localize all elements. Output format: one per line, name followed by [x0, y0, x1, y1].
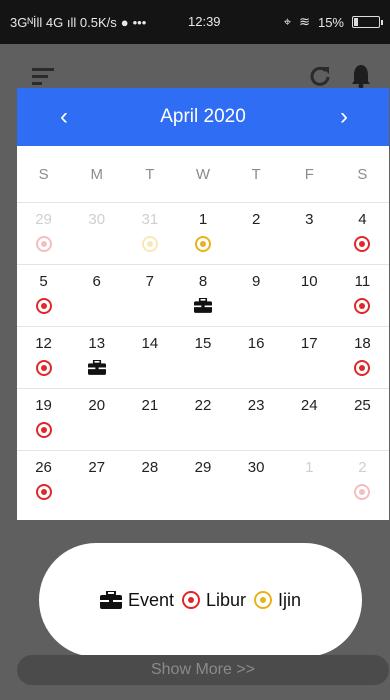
prev-month-button[interactable]: ‹	[60, 103, 68, 130]
day-marker	[70, 360, 123, 375]
day-marker	[17, 298, 70, 314]
weekday-label: T	[145, 165, 155, 183]
day-marker	[336, 484, 389, 500]
chat-icon: ●	[120, 14, 129, 30]
calendar-day[interactable]	[176, 265, 229, 326]
calendar-day[interactable]	[17, 327, 70, 388]
calendar-header	[17, 88, 389, 146]
calendar-day[interactable]	[123, 203, 176, 264]
legend-libur	[182, 590, 246, 611]
day-number: 30	[247, 459, 265, 476]
calendar-day[interactable]	[176, 327, 229, 388]
day-number: 27	[88, 459, 106, 476]
day-marker	[17, 422, 70, 438]
battery-icon	[352, 16, 380, 28]
calendar-day[interactable]	[123, 451, 176, 512]
day-number: 23	[247, 397, 265, 414]
day-number: 22	[194, 397, 212, 414]
day-marker	[176, 236, 229, 252]
wifi-icon: ≋	[299, 14, 310, 29]
day-number: 25	[354, 397, 371, 414]
calendar-day[interactable]	[230, 451, 283, 512]
target-red-icon	[182, 591, 200, 609]
target-red-icon	[354, 236, 370, 252]
calendar-day[interactable]	[230, 327, 283, 388]
legend-ijin-label: Ijin	[278, 589, 302, 610]
day-number: 19	[35, 397, 52, 414]
calendar-day[interactable]	[283, 389, 336, 450]
weekday-label: F	[304, 165, 314, 183]
target-red-icon	[354, 298, 370, 314]
calendar-day[interactable]	[123, 327, 176, 388]
calendar-day[interactable]	[336, 327, 389, 388]
day-number: 26	[35, 459, 52, 476]
day-marker	[17, 236, 70, 252]
target-red-icon	[36, 298, 52, 314]
day-number: 2	[251, 211, 261, 228]
weekday-label: M	[90, 165, 103, 183]
legend-libur-label: Libur	[205, 589, 247, 610]
day-number: 16	[247, 335, 265, 352]
calendar-day[interactable]	[176, 451, 229, 512]
target-red-icon	[36, 422, 52, 438]
calendar-day[interactable]	[17, 265, 70, 326]
day-number: 17	[300, 335, 318, 352]
battery-percent: 15%	[317, 14, 344, 30]
day-number: 6	[92, 273, 101, 290]
calendar-day[interactable]	[283, 451, 336, 512]
calendar-day[interactable]	[70, 265, 123, 326]
calendar-day[interactable]	[283, 203, 336, 264]
status-bar	[0, 0, 390, 44]
calendar-day[interactable]	[283, 265, 336, 326]
calendar-week-row	[17, 326, 389, 388]
calendar-day[interactable]	[336, 265, 389, 326]
calendar-day[interactable]	[70, 451, 123, 512]
day-number: 4	[358, 211, 367, 228]
briefcase-icon	[88, 360, 106, 375]
weekday-label: W	[195, 165, 211, 183]
bell-icon[interactable]	[350, 63, 372, 89]
app-bar	[0, 44, 390, 90]
network-status: 3Gᴺİll 4G ıll 0.5K/s	[10, 14, 117, 30]
month-title: April 2020	[160, 106, 246, 127]
calendar-day[interactable]	[336, 389, 389, 450]
legend-event	[100, 590, 174, 611]
weekday-label: T	[251, 165, 261, 183]
status-time: 12:39	[188, 14, 221, 29]
day-number: 24	[300, 397, 318, 414]
day-number: 28	[141, 459, 159, 476]
day-number: 7	[145, 273, 155, 290]
calendar-day[interactable]	[17, 389, 70, 450]
calendar-day[interactable]	[283, 327, 336, 388]
target-red-icon	[354, 360, 370, 376]
day-number: 20	[88, 397, 106, 414]
day-marker	[336, 298, 389, 314]
weekday-row	[17, 146, 389, 202]
calendar-week-row	[17, 202, 389, 264]
legend-card	[39, 543, 362, 657]
day-number: 1	[198, 211, 208, 228]
show-more-button[interactable]: Show More >>	[17, 655, 389, 685]
day-marker	[17, 360, 70, 376]
day-marker	[336, 360, 389, 376]
calendar-day[interactable]	[230, 203, 283, 264]
day-number: 9	[251, 273, 261, 290]
calendar-grid	[17, 202, 389, 512]
target-red-icon	[36, 236, 52, 252]
menu-icon[interactable]	[32, 68, 54, 89]
day-number: 5	[39, 273, 48, 290]
day-number: 10	[300, 273, 318, 290]
day-marker	[123, 236, 176, 252]
day-number: 29	[194, 459, 212, 476]
calendar-day[interactable]	[70, 327, 123, 388]
calendar-week-row	[17, 450, 389, 512]
calendar-day[interactable]	[123, 389, 176, 450]
day-number: 30	[88, 211, 106, 228]
day-number: 3	[305, 211, 314, 228]
day-number: 31	[141, 211, 159, 228]
legend-event-label: Event	[127, 589, 174, 610]
day-number: 29	[35, 211, 52, 228]
day-number: 12	[35, 335, 52, 352]
calendar-day[interactable]	[17, 203, 70, 264]
target-red-icon	[36, 360, 52, 376]
day-number: 21	[141, 397, 159, 414]
calendar-day[interactable]	[176, 203, 229, 264]
briefcase-icon	[100, 591, 122, 609]
calendar-day[interactable]	[336, 203, 389, 264]
calendar-week-row	[17, 388, 389, 450]
calendar-day[interactable]	[17, 451, 70, 512]
day-marker	[17, 484, 70, 500]
calendar-day[interactable]	[230, 265, 283, 326]
day-number: 11	[354, 273, 371, 290]
status-right	[284, 14, 380, 30]
day-number: 2	[358, 459, 367, 476]
briefcase-icon	[194, 298, 212, 313]
day-number: 18	[354, 335, 371, 352]
target-red-icon	[36, 484, 52, 500]
calendar-modal	[17, 88, 389, 520]
refresh-icon[interactable]	[308, 64, 332, 88]
target-yellow-icon	[195, 236, 211, 252]
day-marker	[176, 298, 229, 313]
day-number: 14	[141, 335, 159, 352]
target-yellow-icon	[254, 591, 272, 609]
calendar-day[interactable]	[176, 389, 229, 450]
weekday-label: S	[38, 165, 49, 183]
day-marker	[336, 236, 389, 252]
calendar-day[interactable]	[70, 203, 123, 264]
next-month-button[interactable]: ›	[340, 103, 348, 130]
day-number: 8	[198, 273, 208, 290]
calendar-day[interactable]	[70, 389, 123, 450]
calendar-week-row	[17, 264, 389, 326]
target-yellow-icon	[142, 236, 158, 252]
weekday-label: S	[357, 165, 368, 183]
status-left	[10, 15, 284, 30]
day-number: 1	[305, 459, 314, 476]
calendar-day[interactable]	[123, 265, 176, 326]
more-notifications: •••	[132, 14, 147, 30]
legend-ijin	[254, 590, 301, 611]
target-red-icon	[354, 484, 370, 500]
day-number: 13	[88, 335, 106, 352]
location-icon: ⌖	[283, 14, 292, 29]
calendar-day[interactable]	[336, 451, 389, 512]
day-number: 15	[194, 335, 212, 352]
calendar-day[interactable]	[230, 389, 283, 450]
